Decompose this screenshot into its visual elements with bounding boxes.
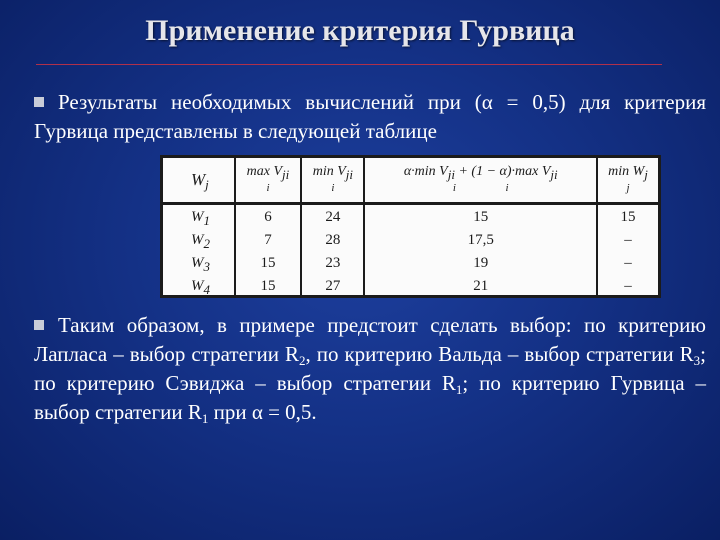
cell-w: $W_2$ [163, 228, 235, 251]
conclusion-paragraph [34, 311, 706, 427]
intro-text: Результаты необходимых вычислений при (α = 0,5) для критерия Гурвица представлены в следующей таблице [34, 90, 706, 143]
cell-combo: 15 [364, 204, 597, 229]
hurwicz-table [160, 155, 661, 298]
bullet-icon [34, 320, 44, 330]
header-combo: α·min $V_{ji} + (1 - \alpha)\cdot\max$ $V_{ji}$ i i [364, 158, 597, 204]
cell-max: 15 [235, 274, 302, 297]
title-divider [36, 64, 662, 65]
cell-min: 24 [301, 204, 364, 229]
cell-w: $W_1$ [163, 204, 235, 229]
cell-min: 23 [301, 251, 364, 274]
cell-min: 27 [301, 274, 364, 297]
header-min: $\min V_{ji}$ i [301, 158, 364, 204]
strategy-subscript: 2 [299, 353, 306, 368]
conclusion-text-4: ; по критерию Гурвица – выбор стратегии R [34, 371, 706, 424]
conclusion-text-3: ; по критерию Сэвиджа – выбор стратегии R [34, 342, 706, 395]
cell-max: 7 [235, 228, 302, 251]
table-row [163, 228, 658, 251]
cell-w: $W_4$ [163, 274, 235, 297]
cell-minw: 15 [620, 208, 636, 225]
cell-combo: 19 [364, 251, 597, 274]
table-row [163, 274, 658, 297]
results-table [163, 158, 658, 297]
cell-w: $W_3$ [163, 251, 235, 274]
cell-minw: – [624, 277, 632, 294]
cell-max: 6 [235, 204, 302, 229]
header-max: $\max V_{ji}$ i [235, 158, 302, 204]
conclusion-text-2: , по критерию Вальда – выбор стратегии R [305, 342, 694, 366]
cell-minw: – [624, 231, 632, 248]
table-body [163, 204, 658, 298]
strategy-subscript: 1 [455, 382, 463, 397]
intro-paragraph [34, 88, 706, 146]
table-row [163, 251, 658, 274]
cell-combo: 17,5 [364, 228, 597, 251]
table-row [163, 204, 658, 229]
cell-minw: – [624, 254, 632, 271]
cell-max: 15 [235, 251, 302, 274]
header-minw: $\min W_j$ j [597, 158, 658, 204]
conclusion-text-5: при α = 0,5. [208, 400, 317, 424]
cell-combo: 21 [364, 274, 597, 297]
conclusion-text-1: Таким образом, в примере предстоит сделать выбор: по критерию Лапласа – выбор стратегии R [34, 313, 706, 366]
strategy-subscript: 3 [693, 353, 701, 368]
cell-min: 28 [301, 228, 364, 251]
header-wj: $W_j$ [163, 158, 235, 204]
slide-title: Применение критерия Гурвица [145, 14, 575, 47]
strategy-subscript: 1 [201, 411, 209, 426]
bullet-icon [34, 97, 44, 107]
